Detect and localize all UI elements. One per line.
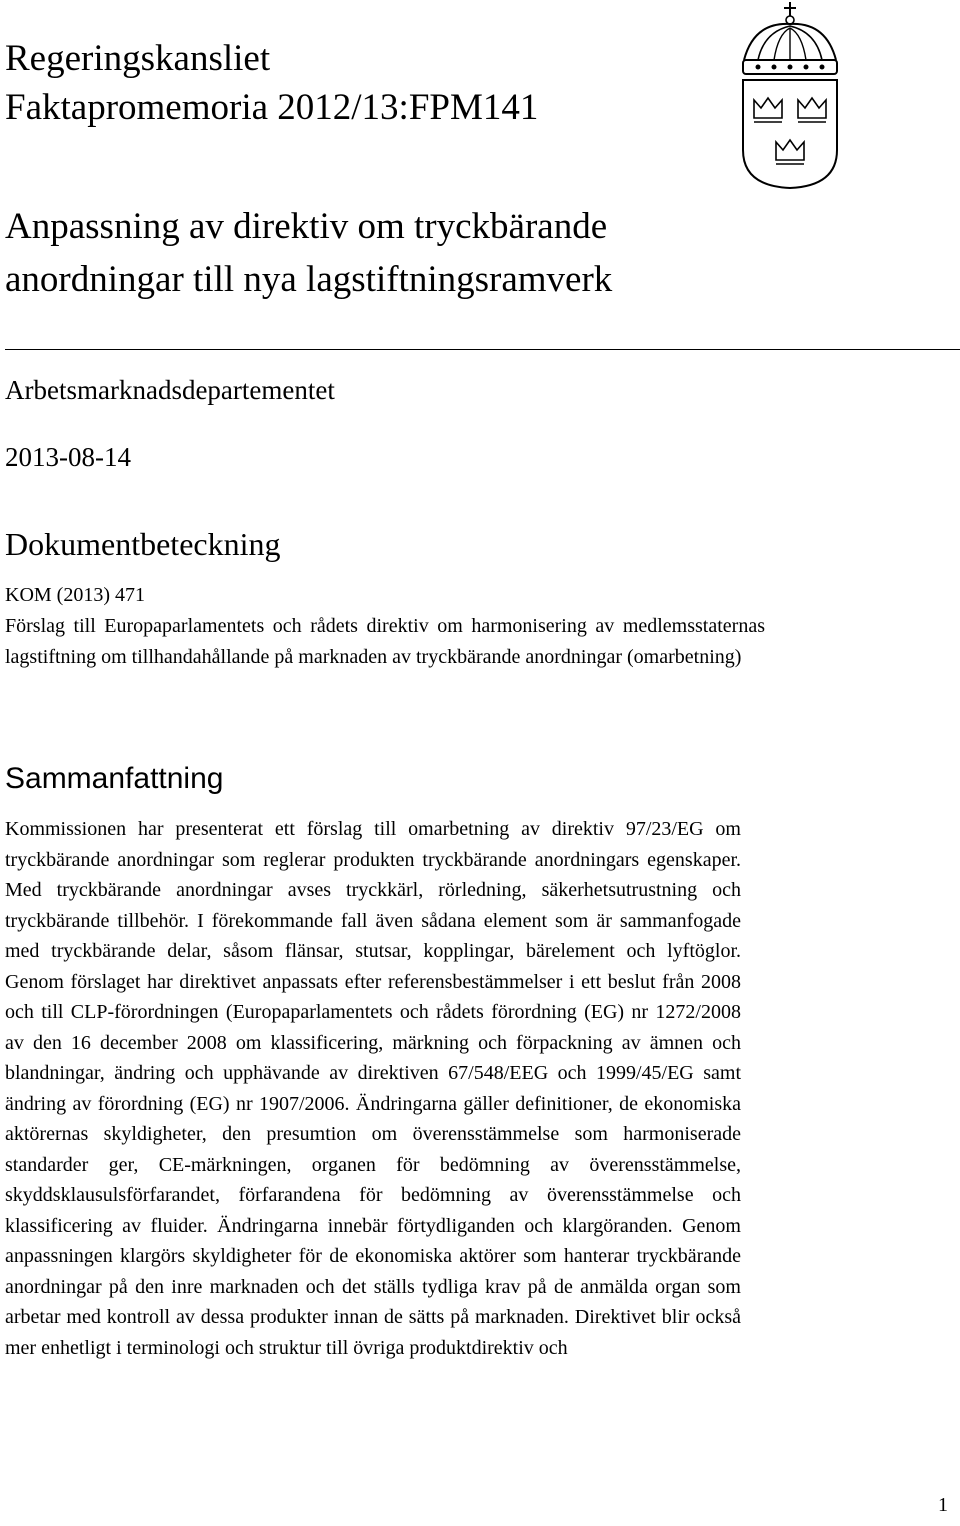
page-number: 1 — [938, 1494, 948, 1516]
organization-name: Regeringskansliet — [5, 38, 271, 79]
document-date: 2013-08-14 — [5, 442, 131, 472]
summary-body: Kommissionen har presenterat ett förslag till omarbetning av direktiv 97/23/EG om tryckbärande anordningar som reglerar produkten tryckbärande anordningars egenskaper. Med tryckbärande anordningar avses tryckkärl, rörledning, säkerhetsutrustning och tryckbärande tillbehör. I förekommande fall även sådana element som är sammanfogade med tryckbärande delar, såsom flänsar, stutsar, kopplingar, bärelement och lyftöglor. Genom förslaget har direktivet anpassats efter referensbestämmelser i ett beslut från 2008 och till CLP-förordningen (Europaparlamentets och rådets förordning (EG) nr 1272/2008 av den 16 december 2008 om klassificering, märkning och förpackning av ämnen och blandningar, ändring och upphävande av direktiven 67/548/EEG och 1999/45/EG samt ändring av förordning (EG) nr 1907/2006. Ändringarna gäller definitioner, de ekonomiska aktörernas skyldigheter, den presumtion om överensstämmelse som harmoniserade standarder ger, CE-märkningen, organen för bedömning av överensstämmelse, skyddsklausulsförfarandet, förfarandena för bedömning av överensstämmelse och klassificering av fluider. Ändringarna innebär förtydliganden och klargöranden. Genom anpassningen klargörs skyldigheter för de ekonomiska aktörer som hanterar tryckbärande anordningar på den inre marknaden och det ställs tydliga krav på de anmälda organ som arbetar med kontroll av dessa produkter innan de sätts på marknaden. Direktivet blir också mer enhetligt i terminologi och struktur till övriga produktdirektiv och — [5, 818, 741, 1359]
department-name: Arbetsmarknadsdepartementet — [5, 375, 335, 405]
document-title: Anpassning av direktiv om tryckbärande anordningar till nya lagstiftningsramverk — [5, 206, 613, 300]
document-reference-code: KOM (2013) 471 — [5, 584, 145, 606]
document-reference-heading: Dokumentbeteckning — [5, 526, 281, 562]
memo-number: Faktapromemoria 2012/13:FPM141 — [5, 87, 539, 128]
title-divider — [5, 349, 960, 350]
document-header — [5, 34, 538, 132]
summary-heading: Sammanfattning — [5, 762, 224, 795]
document-reference-description: Förslag till Europaparlamentets och rådets direktiv om harmonisering av medlemsstaternas lagstiftning om tillhandahållande på marknaden av tryckbärande anordningar (omarbetning) — [5, 615, 765, 668]
crown-three-crowns-emblem-icon — [734, 0, 846, 190]
